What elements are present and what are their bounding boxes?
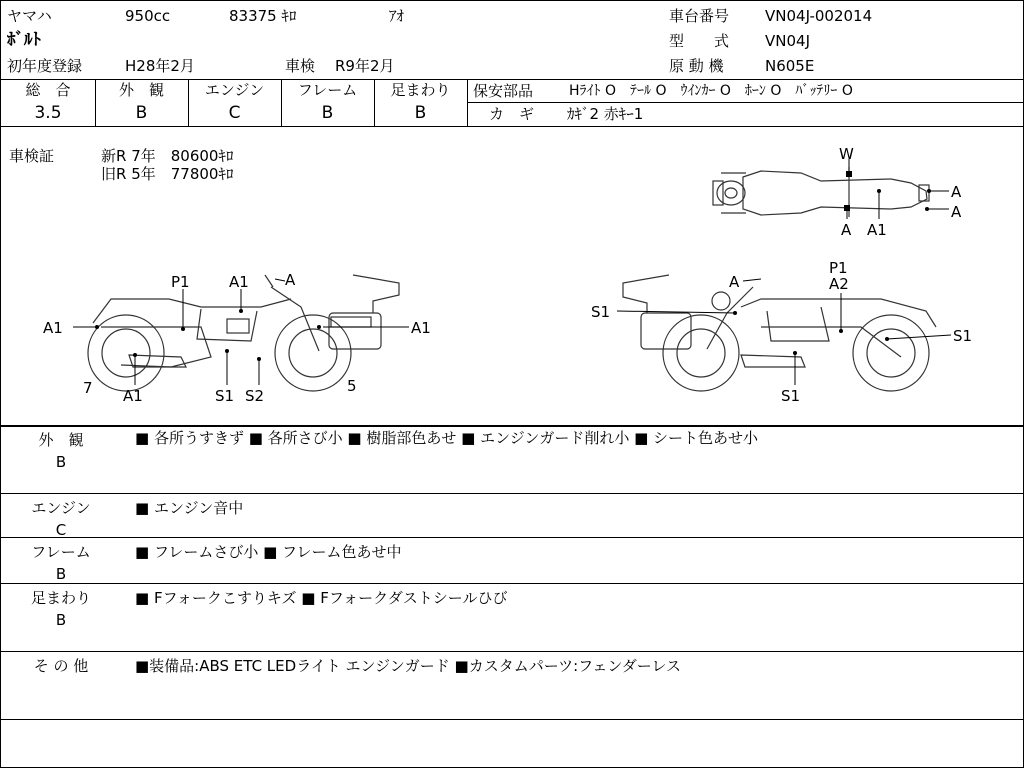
divider (1, 583, 1023, 584)
displacement: 950cc (125, 7, 171, 25)
mark-left-a1-bottom: A1 (123, 387, 143, 405)
inspection-value: R9年2月 (335, 57, 395, 75)
type-value: VN04J (765, 32, 810, 50)
divider (467, 79, 468, 126)
engine-type-label: 原 動 機 (669, 57, 724, 75)
frame-label: フレーム (297, 81, 358, 99)
keys-value: ｶｷﾞ2 赤ｷｰ1 (567, 105, 644, 123)
mark-left-s1: S1 (215, 387, 235, 405)
overall-value: 3.5 (34, 103, 62, 123)
mark-top-a1: A1 (867, 221, 887, 239)
safety-label: 保安部品 (473, 82, 534, 100)
frame-value: B (321, 103, 334, 123)
exterior-label: 外 観 (118, 81, 164, 99)
suspension-value: B (414, 103, 427, 123)
engine-value: C (228, 103, 241, 123)
mark-left-seven: 7 (83, 379, 93, 397)
type-label: 型 式 (669, 32, 730, 50)
mark-left-a1-right: A1 (411, 319, 431, 337)
mark-right-s1-right: S1 (953, 327, 973, 345)
mark-top-w: W (839, 145, 854, 163)
divider (1, 651, 1023, 652)
frame-no-value: VN04J-002014 (765, 7, 873, 25)
mark-top-a-right2: A (951, 203, 962, 221)
inspection-cert-line1: 新R 7年 80600ｷﾛ (101, 147, 234, 165)
mark-right-a-top: A (729, 273, 740, 291)
mark-left-p1: P1 (171, 273, 190, 291)
inspection-cert-label: 車検証 (9, 147, 55, 165)
engine-label: エンジン (204, 81, 265, 99)
remark-frame-text: ■ フレームさび小 ■ フレーム色あせ中 (135, 543, 402, 561)
mark-left-five: 5 (347, 377, 357, 395)
inspection-label: 車検 (285, 57, 316, 75)
divider (1, 425, 1023, 427)
frame-no-label: 車台番号 (669, 7, 730, 25)
mark-left-a1-left: A1 (43, 319, 63, 337)
divider (1, 719, 1023, 720)
mileage: 83375 ｷﾛ (229, 7, 297, 25)
color: ｱｵ (389, 7, 405, 25)
model-name: ﾎﾞﾙﾄ (7, 30, 41, 50)
mark-right-s1-left: S1 (591, 303, 611, 321)
overall-label: 総 合 (25, 81, 71, 99)
maker: ヤマハ (7, 7, 52, 25)
first-reg-value: H28年2月 (125, 57, 195, 75)
safety-items: Hﾗｲﾄ O ﾃｰﾙ O ｳｲﾝｶｰ O ﾎｰﾝ O ﾊﾞｯﾃﾘｰ O (569, 83, 853, 99)
right-view-bike (623, 275, 936, 391)
inspection-cert-line2: 旧R 5年 77800ｷﾛ (101, 165, 234, 183)
divider (1, 79, 1023, 80)
keys-label: カ ギ (489, 105, 535, 123)
mark-left-a-top: A (285, 271, 296, 289)
engine-type-value: N605E (765, 57, 815, 75)
motorcycle-diagram (1, 127, 1023, 425)
mark-top-a-right1: A (951, 183, 962, 201)
mark-left-s2: S2 (245, 387, 265, 405)
remark-exterior-label: 外 観 B (38, 431, 84, 471)
mark-top-a: A (841, 221, 852, 239)
remark-exterior-text: ■ 各所うすきず ■ 各所さび小 ■ 樹脂部色あせ ■ エンジンガード削れ小 ■ シート色あせ小 (135, 429, 759, 447)
remark-suspension-label: 足まわり B (30, 589, 91, 629)
mark-right-p1: P1 (829, 259, 848, 277)
divider (1, 537, 1023, 538)
suspension-label: 足まわり (390, 81, 451, 99)
mark-right-a2: A2 (829, 275, 849, 293)
divider (1, 493, 1023, 494)
divider (467, 102, 1023, 103)
mark-left-a1-top: A1 (229, 273, 249, 291)
remark-other-text: ■装備品:ABS ETC LEDライト エンジンガード ■カスタムパーツ:フェンダーレス (135, 657, 682, 675)
remark-suspension-text: ■ Fフォークこすりキズ ■ Fフォークダストシールひび (135, 589, 508, 607)
top-view-bike (713, 167, 929, 217)
exterior-value: B (135, 103, 148, 123)
remark-other-label: そ の 他 (33, 657, 89, 675)
remark-engine-text: ■ エンジン音中 (135, 499, 244, 517)
remark-engine-label: エンジン C (31, 499, 91, 539)
first-reg-label: 初年度登録 (7, 57, 83, 75)
remark-frame-label: フレーム B (31, 543, 91, 583)
mark-right-s1-bottom: S1 (781, 387, 801, 405)
